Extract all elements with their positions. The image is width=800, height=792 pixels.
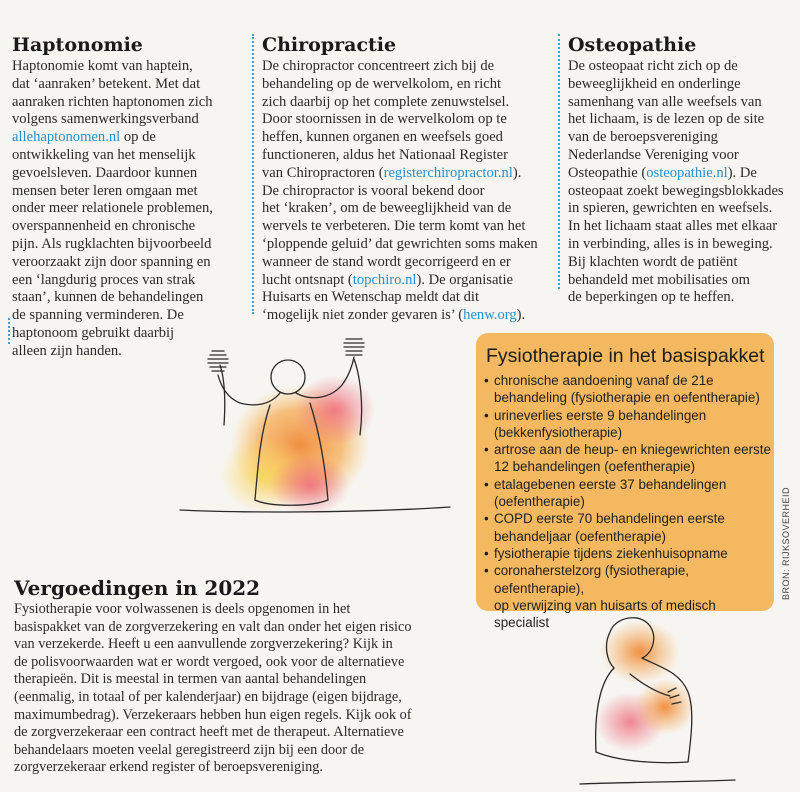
website-link[interactable]: osteopathie.nl bbox=[646, 164, 728, 181]
column-divider bbox=[252, 34, 254, 314]
osteopathie-text bbox=[568, 58, 793, 307]
text-line: samenhang van alle weefsels van bbox=[568, 93, 762, 110]
text-line: de polisvoorwaarden wat er wordt vergoed, ook voor de alternatieve bbox=[14, 653, 405, 670]
text-line: De osteopaat richt zich op de bbox=[568, 58, 738, 74]
basispakket-item: • artrose aan de heup- en kniegewrichten eerste 12 behandelingen (oefentherapie) bbox=[484, 441, 774, 476]
box-list bbox=[476, 372, 774, 631]
website-link[interactable]: topchiro.nl bbox=[352, 271, 417, 288]
text-line: veroorzaakt zijn door spanning en bbox=[12, 253, 211, 270]
website-link[interactable]: henw.org bbox=[463, 307, 517, 324]
vergoedingen-text bbox=[14, 601, 474, 777]
basispakket-item: • urineverlies eerste 9 behandelingen (bekkenfysiotherapie) bbox=[484, 407, 774, 442]
text-segment: op de bbox=[120, 129, 156, 146]
text-line: in spieren, gewrichten en weefsels. bbox=[568, 200, 773, 217]
haptonomie-text bbox=[12, 58, 252, 361]
text-line: behandelaars moeten veelal geregistreerd zijn bij een door de bbox=[14, 741, 365, 758]
text-line: De chiropractor concentreert zich bij de bbox=[262, 58, 495, 74]
chiropractie-heading: Chiropractie bbox=[262, 34, 397, 56]
text-line bbox=[568, 165, 793, 183]
website-link[interactable]: allehaptonomen.nl bbox=[12, 129, 121, 146]
vergoedingen-heading: Vergoedingen in 2022 bbox=[14, 576, 261, 600]
text-line: beweeglijkheid en onderlinge bbox=[568, 75, 741, 92]
column-divider bbox=[558, 34, 560, 289]
text-line: Door stoornissen in de wervelkolom op te bbox=[262, 111, 507, 128]
column-divider bbox=[8, 318, 10, 344]
text-line: basispakket van de zorgverzekering en valt dan onder het eigen risico bbox=[14, 618, 412, 635]
osteopathie-section bbox=[568, 34, 793, 307]
text-segment: Osteopathie ( bbox=[568, 164, 647, 181]
text-line: de beperkingen op te heffen. bbox=[568, 289, 735, 306]
text-line: Haptonomie komt van haptein, bbox=[12, 58, 193, 74]
text-line: behandeld met mobilisaties om bbox=[568, 271, 750, 288]
text-line: ontwikkeling van het menselijk bbox=[12, 146, 196, 163]
source-credit: BRON: RIJKSOVERHEID bbox=[781, 486, 791, 600]
haptonomie-heading: Haptonomie bbox=[12, 34, 143, 56]
text-line: Huisarts en Wetenschap meldt dat dit bbox=[262, 289, 480, 306]
website-link[interactable]: registerchiropractor.nl bbox=[383, 164, 513, 181]
basispakket-item: • etalagebenen eerste 37 behandelingen (oefentherapie) bbox=[484, 476, 774, 511]
text-line bbox=[12, 129, 252, 147]
text-segment: ). bbox=[512, 164, 522, 181]
text-line: heffen, kunnen organen en weefsels goed bbox=[262, 129, 503, 146]
text-line: Fysiotherapie voor volwassenen is deels opgenomen in het bbox=[14, 601, 351, 617]
dumbbell-lifter-illustration bbox=[160, 335, 460, 545]
text-line: functioneren, aldus het Nationaal Register bbox=[262, 146, 508, 163]
text-line: overspannenheid en chronische bbox=[12, 218, 196, 235]
text-line: van verzekerde. Heeft u een aanvullende zorgverzekering? Kijk in bbox=[14, 636, 393, 653]
shoulder-pain-illustration bbox=[570, 612, 740, 788]
text-segment: ‘mogelijk niet zonder gevaren is’ ( bbox=[262, 307, 464, 324]
basispakket-item: • COPD eerste 70 behandelingen eerste behandeljaar (oefentherapie) bbox=[484, 510, 774, 545]
text-line: dat ‘aanraken’ betekent. Met dat bbox=[12, 75, 201, 92]
text-line: mensen beter leren omgaan met bbox=[12, 182, 198, 199]
osteopathie-heading: Osteopathie bbox=[568, 34, 697, 56]
text-line: De chiropractor is vooral bekend door bbox=[262, 182, 485, 199]
text-line: staan’, kunnen de behandelingen bbox=[12, 289, 204, 306]
basispakket-item: • fysiotherapie tijdens ziekenhuisopname bbox=[484, 545, 774, 562]
text-line bbox=[262, 307, 562, 325]
text-line bbox=[262, 272, 562, 290]
text-line: pijn. Als rugklachten bijvoorbeeld bbox=[12, 235, 212, 252]
text-line: zich daarbij op het complete zenuwstelsel. bbox=[262, 93, 510, 110]
text-line: In het lichaam staat alles met elkaar bbox=[568, 218, 778, 235]
text-line: osteopaat zoekt bewegingsblokkades bbox=[568, 182, 784, 199]
chiropractie-section bbox=[262, 34, 562, 325]
text-line: volgens samenwerkingsverband bbox=[12, 111, 199, 128]
text-line: gevoelsleven. Daardoor kunnen bbox=[12, 164, 198, 181]
text-segment: ). bbox=[516, 307, 526, 324]
text-line: (eenmalig, in totaal of per kalenderjaar) en bijdrage (eigen bijdrage, bbox=[14, 688, 402, 705]
text-line: een ‘langdurig proces van strak bbox=[12, 271, 196, 288]
text-line: het lichaam, is de lezen op de site bbox=[568, 111, 765, 128]
text-line: in verbinding, alles is in beweging. bbox=[568, 235, 773, 252]
text-line: alleen zijn handen. bbox=[12, 342, 122, 359]
text-segment: lucht ontsnapt ( bbox=[262, 271, 353, 288]
text-line: onder meer relationele problemen, bbox=[12, 200, 213, 217]
text-line: haptonoom gebruikt daarbij bbox=[12, 324, 175, 341]
text-line: de zorgverzekeraar een contract heeft met de therapeut. Alternatieve bbox=[14, 724, 404, 741]
text-segment: ). De organisatie bbox=[416, 271, 514, 288]
text-line: behandeling op de wervelkolom, en richt bbox=[262, 75, 502, 92]
chiropractie-text bbox=[262, 58, 562, 325]
text-line: Nederlandse Vereniging voor bbox=[568, 146, 739, 163]
haptonomie-section bbox=[12, 34, 252, 361]
fysiotherapie-info-box bbox=[476, 333, 774, 631]
text-line: Bij klachten wordt de patiënt bbox=[568, 253, 738, 270]
text-segment: van Chiropractoren ( bbox=[262, 164, 384, 181]
text-line: van de beroepsvereniging bbox=[568, 129, 718, 146]
text-line: het ‘kraken’, om de beweeglijkheid van de bbox=[262, 200, 512, 217]
text-line bbox=[262, 165, 562, 183]
vergoedingen-section bbox=[14, 577, 474, 777]
text-line: ‘ploppende geluid’ dat gewrichten soms maken bbox=[262, 235, 538, 252]
text-line: wanneer de stand wordt gecorrigeerd en er bbox=[262, 253, 511, 270]
box-title: Fysiotherapie in het basispakket bbox=[486, 345, 765, 367]
text-segment: ). De bbox=[727, 164, 757, 181]
text-line: zorgverzekeraar erkend register of beroepsvereniging. bbox=[14, 759, 323, 776]
basispakket-item: • coronaherstelzorg (fysiotherapie, oefentherapie), op verwijzing van huisarts of medisch specialist bbox=[484, 562, 774, 631]
text-line: therapieën. Dit is meestal in termen van aantal behandelingen bbox=[14, 671, 367, 688]
text-line: de spanning verminderen. De bbox=[12, 307, 184, 324]
text-line: maximumbedrag). Verzekeraars hebben hun eigen regels. Kijk ook of bbox=[14, 706, 412, 723]
basispakket-item: • chronische aandoening vanaf de 21e behandeling (fysiotherapie en oefentherapie) bbox=[484, 372, 774, 407]
text-line: aanraken richten haptonomen zich bbox=[12, 93, 213, 110]
text-line: wervels te verbeteren. Die term komt van het bbox=[262, 218, 526, 235]
